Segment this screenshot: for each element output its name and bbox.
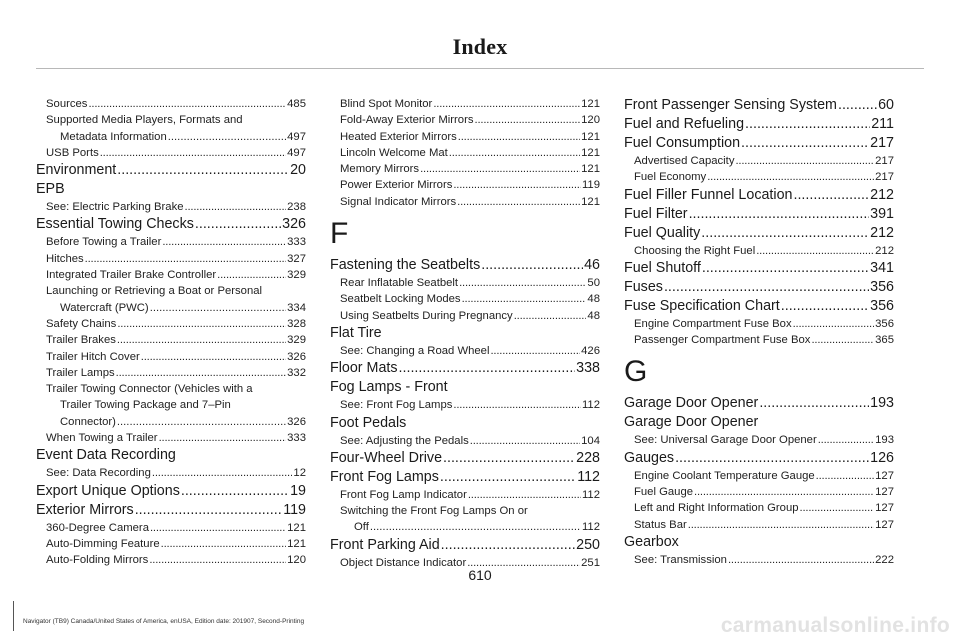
entry-page-number: 250 (576, 536, 600, 553)
index-entry (330, 359, 600, 378)
index-subentry (36, 332, 306, 348)
entry-title: Trailer Hitch Cover (46, 350, 140, 363)
entry-page-number: 212 (870, 224, 894, 241)
index-subentry (624, 500, 894, 516)
entry-title: Front Passenger Sensing System (624, 97, 837, 113)
entry-page-number: 12 (293, 467, 306, 480)
index-entry (624, 134, 894, 153)
index-entry (624, 259, 894, 278)
entry-title: Hitches (46, 252, 84, 265)
entry-page-number: 46 (584, 257, 600, 274)
entry-title: Floor Mats (330, 360, 398, 377)
entry-page-number: 193 (875, 434, 894, 447)
entry-page-number: 127 (875, 469, 894, 482)
dot-leader (181, 482, 289, 501)
index-entry (36, 501, 306, 520)
entry-page-number: 48 (587, 293, 600, 306)
dot-leader (664, 278, 869, 297)
entry-title: EPB (36, 181, 65, 198)
index-entry (624, 115, 894, 134)
index-subentry (624, 484, 894, 500)
entry-page-number: 121 (581, 163, 600, 176)
entry-page-number: 217 (870, 135, 894, 151)
index-subentry (330, 503, 600, 519)
index-subentry (330, 397, 600, 413)
entry-page-number: 104 (581, 434, 600, 447)
dot-leader (707, 169, 874, 185)
dot-leader (420, 161, 580, 177)
entry-page-number: 356 (875, 317, 894, 330)
entry-title: Export Unique Options (36, 482, 180, 499)
index-subentry (624, 468, 894, 484)
entry-title: Front Fog Lamp Indicator (340, 488, 467, 501)
index-subentry (624, 552, 894, 568)
entry-title: Fuel and Refueling (624, 116, 745, 132)
entry-title: See: Transmission (634, 553, 727, 566)
dot-leader (150, 300, 286, 316)
dot-leader (150, 520, 286, 536)
entry-page-number: 193 (870, 395, 894, 412)
index-subentry (330, 161, 600, 177)
dot-leader (793, 186, 869, 205)
index-entry (36, 482, 306, 501)
entry-title: Front Fog Lamps (330, 468, 439, 485)
dot-leader (702, 259, 869, 278)
entry-page-number: 127 (875, 518, 894, 531)
dot-leader (185, 199, 287, 215)
dot-leader (100, 145, 286, 161)
entry-page-number: 121 (581, 195, 600, 208)
entry-title: Switching the Front Fog Lamps On or (340, 505, 528, 518)
entry-title: Metadata Information (60, 130, 167, 143)
entry-title: Garage Door Opener (624, 414, 759, 431)
entry-title: Event Data Recording (36, 447, 176, 464)
entry-title: Exterior Mirrors (36, 501, 134, 518)
index-subentry (624, 432, 894, 448)
entry-title: Blind Spot Monitor (340, 98, 433, 110)
entry-page-number: 217 (875, 171, 894, 184)
dot-leader (816, 468, 874, 484)
entry-page-number: 222 (875, 553, 894, 566)
index-subentry (624, 517, 894, 533)
index-subentry (36, 251, 306, 267)
entry-title: Trailer Brakes (46, 334, 116, 347)
dot-leader (470, 433, 580, 449)
entry-page-number: 341 (870, 259, 894, 276)
entry-title: Garage Door Opener (624, 395, 759, 412)
entry-title: Engine Compartment Fuse Box (634, 317, 792, 330)
dot-leader (458, 129, 580, 145)
dot-leader (453, 177, 581, 193)
dot-leader (514, 308, 587, 324)
index-subentry (624, 169, 894, 185)
entry-page-number: 228 (576, 449, 600, 466)
entry-title: Environment (36, 162, 117, 179)
dot-leader (141, 349, 286, 365)
entry-title: Flat Tire (330, 324, 382, 341)
entry-title: Before Towing a Trailer (46, 236, 162, 249)
entry-page-number: 119 (581, 179, 600, 192)
dot-leader (457, 194, 580, 210)
dot-leader (759, 394, 869, 413)
entry-title: Integrated Trailer Brake Controller (46, 269, 217, 282)
page-title: Index (452, 34, 508, 59)
index-subentry (36, 536, 306, 552)
entry-title: Using Seatbelts During Pregnancy (340, 309, 513, 322)
entry-title: Off (354, 521, 369, 534)
index-column-3 (624, 96, 894, 568)
entry-title: Front Parking Aid (330, 536, 440, 553)
entry-page-number: 60 (878, 97, 894, 113)
entry-title: See: Universal Garage Door Opener (634, 434, 817, 447)
entry-title: Connector) (60, 415, 116, 428)
index-subentry (36, 267, 306, 283)
entry-page-number: 333 (287, 432, 306, 445)
index-subentry (330, 487, 600, 503)
index-entry (624, 224, 894, 243)
index-subentry (330, 145, 600, 161)
index-subentry (330, 291, 600, 307)
entry-title: See: Changing a Road Wheel (340, 344, 490, 357)
dot-leader (838, 96, 877, 115)
entry-page-number: 338 (576, 360, 600, 377)
index-subentry (36, 112, 306, 128)
index-subentry (624, 243, 894, 259)
index-subentry (36, 414, 306, 430)
index-subentry (330, 275, 600, 291)
dot-leader (490, 343, 580, 359)
index-subentry (330, 112, 600, 128)
index-entry (36, 446, 306, 465)
dot-leader (694, 484, 874, 500)
dot-leader (735, 153, 874, 169)
entry-title: Lincoln Welcome Mat (340, 146, 448, 159)
dot-leader (433, 96, 580, 112)
dot-leader (745, 115, 870, 134)
entry-page-number: 19 (290, 482, 306, 499)
entry-title: Fuse Specification Chart (624, 297, 780, 314)
entry-title: Rear Inflatable Seatbelt (340, 277, 459, 290)
dot-leader (462, 291, 587, 307)
dot-leader (818, 432, 874, 448)
index-subentry (330, 129, 600, 145)
index-entry (624, 297, 894, 316)
dot-leader (728, 552, 874, 568)
index-subentry (36, 145, 306, 161)
entry-title: Fog Lamps - Front (330, 379, 448, 396)
entry-page-number: 332 (287, 366, 306, 379)
entry-title: When Towing a Trailer (46, 432, 158, 445)
entry-title: See: Data Recording (46, 467, 151, 480)
index-subentry (36, 520, 306, 536)
dot-leader (741, 134, 869, 153)
index-subentry (330, 194, 600, 210)
entry-page-number: 120 (287, 554, 306, 567)
entry-title: Fuel Filter (624, 205, 688, 222)
index-subentry (36, 381, 306, 397)
dot-leader (441, 536, 575, 555)
index-entry (36, 180, 306, 199)
index-subentry (36, 365, 306, 381)
entry-page-number: 112 (581, 521, 600, 534)
entry-title: See: Front Fog Lamps (340, 399, 453, 412)
index-subentry (330, 343, 600, 359)
entry-title: See: Electric Parking Brake (46, 201, 184, 214)
dot-leader (811, 332, 874, 348)
index-entry (330, 449, 600, 468)
page-number: 610 (468, 567, 492, 583)
entry-page-number: 50 (587, 277, 600, 290)
dot-leader (459, 275, 586, 291)
index-entry (330, 414, 600, 433)
dot-leader (162, 234, 286, 250)
index-entry (624, 394, 894, 413)
dot-leader (168, 129, 286, 145)
dot-leader (370, 519, 581, 535)
index-subentry (330, 308, 600, 324)
index-subentry (330, 433, 600, 449)
index-column-2 (330, 96, 600, 571)
entry-title: 360-Degree Camera (46, 521, 149, 534)
dot-leader (781, 297, 869, 316)
dot-leader (217, 267, 286, 283)
entry-title: Four-Wheel Drive (330, 449, 443, 466)
index-entry (36, 161, 306, 180)
dot-leader (800, 500, 875, 516)
entry-page-number: 356 (870, 297, 894, 314)
index-subentry (36, 349, 306, 365)
entry-title: Engine Coolant Temperature Gauge (634, 469, 815, 482)
entry-title: Choosing the Right Fuel (634, 244, 756, 257)
entry-title: Trailer Towing Package and 7–Pin (60, 399, 231, 412)
index-subentry (36, 397, 306, 413)
entry-page-number: 391 (870, 205, 894, 222)
dot-leader (481, 256, 583, 275)
dot-leader (449, 145, 580, 161)
index-subentry (36, 283, 306, 299)
entry-title: Memory Mirrors (340, 163, 420, 176)
index-column-1 (36, 96, 306, 569)
dot-leader (701, 224, 869, 243)
entry-title: Fastening the Seatbelts (330, 257, 481, 274)
index-subentry (330, 177, 600, 193)
dot-leader (85, 251, 286, 267)
watermark-logo: carmanualsonline.info (720, 614, 950, 637)
dot-leader (116, 365, 287, 381)
dot-leader (443, 449, 575, 468)
entry-title: Power Exterior Mirrors (340, 179, 453, 192)
dot-leader (195, 215, 281, 234)
dot-leader (675, 449, 869, 468)
index-entry (330, 378, 600, 397)
dot-leader (117, 316, 286, 332)
entry-page-number: 127 (875, 502, 894, 515)
entry-title: Fuel Consumption (624, 135, 741, 151)
entry-title: Advertised Capacity (634, 155, 735, 167)
entry-title: Signal Indicator Mirrors (340, 195, 457, 208)
entry-title: Trailer Towing Connector (Vehicles with a (46, 383, 253, 396)
entry-page-number: 20 (290, 162, 306, 179)
entry-title: Trailer Lamps (46, 366, 115, 379)
entry-title: Gearbox (624, 533, 679, 550)
entry-page-number: 485 (287, 98, 306, 110)
entry-title: Essential Towing Checks (36, 216, 194, 233)
dot-leader (161, 536, 287, 552)
entry-page-number: 112 (581, 488, 600, 501)
header-divider (36, 68, 924, 69)
entry-page-number: 121 (287, 521, 306, 534)
entry-page-number: 212 (875, 244, 894, 257)
dot-leader (468, 487, 581, 503)
dot-leader (152, 465, 293, 481)
index-subentry (36, 430, 306, 446)
entry-title: Fuel Gauge (634, 486, 694, 499)
entry-page-number: 356 (870, 278, 894, 295)
entry-page-number: 251 (581, 556, 600, 569)
dot-leader (399, 359, 576, 378)
index-entry (624, 533, 894, 552)
index-subentry (330, 96, 600, 112)
dot-leader (756, 243, 874, 259)
entry-page-number: 334 (287, 301, 306, 314)
entry-title: Object Distance Indicator (340, 556, 467, 569)
entry-page-number: 329 (287, 269, 306, 282)
index-subentry (36, 300, 306, 316)
entry-page-number: 112 (581, 399, 600, 412)
entry-page-number: 120 (581, 114, 600, 127)
section-letter: G (624, 355, 648, 389)
entry-title: Safety Chains (46, 317, 117, 330)
entry-page-number: 121 (581, 146, 600, 159)
entry-page-number: 326 (287, 350, 306, 363)
dot-leader (453, 397, 581, 413)
entry-page-number: 121 (287, 537, 306, 550)
index-subentry (36, 316, 306, 332)
index-entry (624, 186, 894, 205)
index-entry (330, 468, 600, 487)
entry-title: Fuel Quality (624, 224, 701, 241)
index-entry (624, 278, 894, 297)
dot-leader (117, 332, 286, 348)
index-entry (36, 215, 306, 234)
entry-page-number: 121 (581, 130, 600, 143)
dot-leader (475, 112, 581, 128)
index-subentry (330, 519, 600, 535)
entry-title: Heated Exterior Mirrors (340, 130, 457, 143)
entry-title: Launching or Retrieving a Boat or Personal (46, 285, 263, 298)
entry-title: Fuel Filler Funnel Location (624, 186, 793, 203)
index-entry (624, 205, 894, 224)
entry-page-number: 329 (287, 334, 306, 347)
entry-title: Passenger Compartment Fuse Box (634, 334, 811, 347)
entry-page-number: 126 (870, 449, 894, 466)
footer-edition-text: Navigator (TB9) Canada/United States of America, enUSA, Edition date: 201907, Second-Printing (23, 618, 305, 625)
index-subentry (624, 153, 894, 169)
dot-leader (135, 501, 283, 520)
entry-page-number: 328 (287, 317, 306, 330)
entry-page-number: 497 (287, 130, 306, 143)
entry-title: Fuses (624, 278, 663, 295)
entry-page-number: 212 (870, 186, 894, 203)
entry-title: USB Ports (46, 146, 99, 159)
entry-title: Foot Pedals (330, 414, 407, 431)
entry-page-number: 497 (287, 146, 306, 159)
entry-page-number: 48 (587, 309, 600, 322)
entry-page-number: 333 (287, 236, 306, 249)
entry-page-number: 326 (287, 415, 306, 428)
index-entry (330, 324, 600, 343)
entry-title: Auto-Dimming Feature (46, 537, 160, 550)
dot-leader (117, 161, 289, 180)
section-letter: F (330, 217, 349, 251)
index-subentry (36, 96, 306, 112)
entry-title: Fuel Economy (634, 171, 707, 184)
entry-page-number: 365 (875, 334, 894, 347)
entry-title: Status Bar (634, 518, 687, 531)
index-entry (624, 96, 894, 115)
dot-leader (689, 205, 870, 224)
entry-title: Watercraft (PWC) (60, 301, 149, 314)
crop-mark (13, 601, 14, 631)
entry-title: Seatbelt Locking Modes (340, 293, 461, 306)
index-subentry (36, 234, 306, 250)
entry-page-number: 121 (581, 98, 600, 110)
index-entry (330, 256, 600, 275)
dot-leader (117, 414, 286, 430)
entry-title: See: Adjusting the Pedals (340, 434, 469, 447)
index-subentry (624, 332, 894, 348)
entry-page-number: 211 (871, 116, 894, 132)
index-subentry (36, 199, 306, 215)
index-entry (624, 449, 894, 468)
entry-title: Left and Right Information Group (634, 502, 799, 515)
entry-title: Sources (46, 98, 88, 110)
index-entry (624, 413, 894, 432)
entry-page-number: 217 (875, 155, 894, 167)
entry-page-number: 327 (287, 252, 306, 265)
entry-page-number: 326 (282, 216, 306, 233)
dot-leader (440, 468, 576, 487)
dot-leader (793, 316, 875, 332)
index-subentry (624, 316, 894, 332)
dot-leader (88, 96, 286, 112)
entry-page-number: 127 (875, 486, 894, 499)
entry-title: Auto-Folding Mirrors (46, 554, 149, 567)
dot-leader (159, 430, 287, 446)
index-subentry (36, 129, 306, 145)
entry-title: Fuel Shutoff (624, 259, 701, 276)
entry-page-number: 238 (287, 201, 306, 214)
entry-page-number: 112 (577, 468, 600, 485)
entry-page-number: 426 (581, 344, 600, 357)
index-entry (330, 536, 600, 555)
index-subentry (36, 465, 306, 481)
dot-leader (688, 517, 874, 533)
entry-title: Fold-Away Exterior Mirrors (340, 114, 474, 127)
entry-page-number: 119 (283, 501, 306, 518)
entry-title: Supported Media Players, Formats and (46, 114, 243, 127)
entry-title: Gauges (624, 449, 675, 466)
